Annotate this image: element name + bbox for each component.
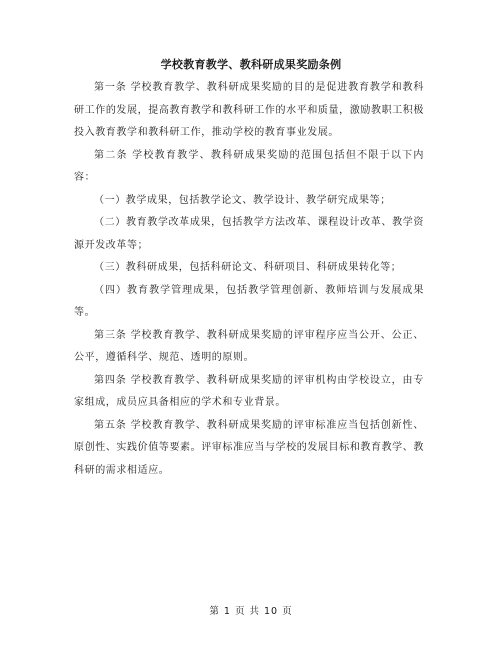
page-number-footer: 第 1 页 共 10 页	[209, 606, 293, 617]
paragraph-article-4: 第四条 学校教育教学、教科研成果奖励的评审机构由学校设立，由专家组成，成员应具备相应的学术和专业背景。	[74, 374, 424, 408]
paragraph-item-1: （一）教学成果，包括教学论文、教学设计、教学研究成果等；	[94, 194, 391, 206]
paragraph-item-2: （二）教育教学改革成果，包括教学方法改革、课程设计改革、教学资源开发改革等；	[74, 217, 424, 251]
paragraph-article-2: 第二条 学校教育教学、教科研成果奖励的范围包括但不限于以下内容：	[74, 149, 424, 183]
paragraph-article-1: 第一条 学校教育教学、教科研成果奖励的目的是促进教育教学和教科研工作的发展，提高教育教学和教科研工作的水平和质量，激励教职工积极投入教育教学和教科研工作，推动学校的教育事业发展。	[74, 82, 424, 138]
paragraph-article-5: 第五条 学校教育教学、教科研成果奖励的评审标准应当包括创新性、原创性、实践价值等要素。评审标准应当与学校的发展目标和教育教学、教科研的需求相适应。	[74, 419, 424, 476]
paragraph-article-3: 第三条 学校教育教学、教科研成果奖励的评审程序应当公开、公正、公平，遵循科学、规范、透明的原则。	[74, 329, 424, 363]
paragraph-item-3: （三）教科研成果，包括科研论文、科研项目、科研成果转化等；	[94, 262, 402, 273]
document-title: 学校教育教学、教科研成果奖励条例	[160, 58, 342, 71]
document-body	[74, 77, 424, 482]
paragraph-item-4: （四）教育教学管理成果，包括教学管理创新、教师培训与发展成果等。	[74, 284, 424, 318]
